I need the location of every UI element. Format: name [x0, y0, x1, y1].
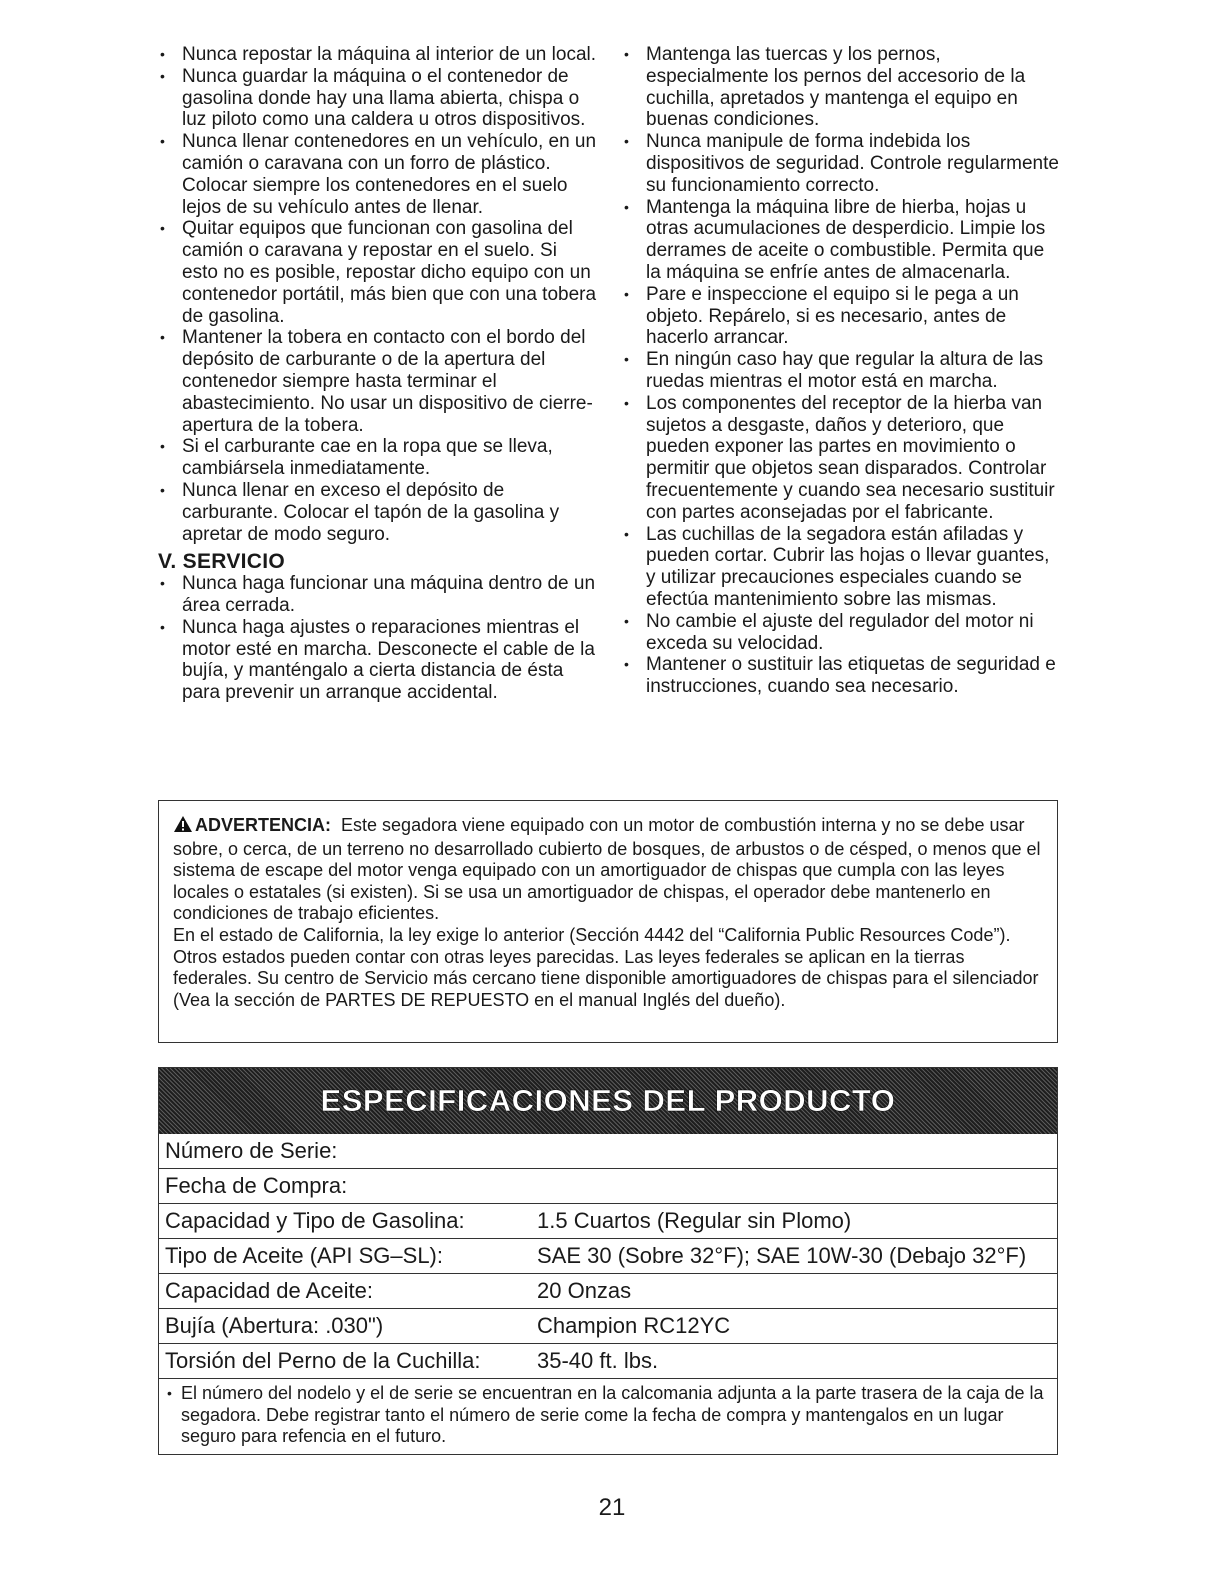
warning-box [158, 800, 1058, 1043]
list-item: • En ningún caso hay que regular la altura de las ruedas mientras el motor está en marcha. [622, 349, 1062, 393]
list-item: • Nunca repostar la máquina al interior de un local. [158, 44, 598, 66]
spec-row [159, 1134, 1057, 1168]
list-item: • Nunca manipule de forma indebida los dispositivos de seguridad. Controle regularmente su funcionamiento correcto. [622, 131, 1062, 196]
spec-value: 20 Onzas [537, 1278, 632, 1303]
list-item: • Quitar equipos que funcionan con gasolina del camión o caravana y repostar en el suelo. Si esto no es posible, repostar dicho equipo con un contenedor portátil, más bien que con una tobera de gasolina. [158, 218, 598, 327]
spec-value: Champion RC12YC [537, 1313, 731, 1338]
spec-row [159, 1308, 1057, 1343]
list-item: • Mantener la tobera en contacto con el bordo del depósito de carburante o de la apertura del contenedor siempre hasta terminar el abastecimiento. No usar un dispositivo de cierre-apertura de la tobera. [158, 327, 598, 436]
section-title-servicio: V. SERVICIO [158, 550, 286, 574]
warning-triangle-icon [173, 815, 193, 839]
list-item: • Nunca haga funcionar una máquina dentro de un área cerrada. [158, 573, 598, 617]
page-number: 21 [598, 1494, 626, 1521]
spec-label: Torsión del Perno de la Cuchilla: [165, 1348, 481, 1373]
warning-label: ADVERTENCIA: [195, 815, 332, 835]
warning-paragraph [173, 815, 1043, 925]
list-item: • Mantenga las tuercas y los pernos, especialmente los pernos del accesorio de la cuchilla, apretados y mantenga el equipo en buenas condiciones. [622, 44, 1062, 131]
spec-row [159, 1273, 1057, 1308]
list-item: • Nunca haga ajustes o reparaciones mientras el motor esté en marcha. Desconecte el cable de la bujía, y manténgalo a cierta distancia de ésta para prevenir un arranque accidental. [158, 617, 598, 704]
list-item: • Mantener o sustituir las etiquetas de seguridad e instrucciones, cuando sea necesario. [622, 654, 1062, 698]
list-item: • Nunca llenar en exceso el depósito de carburante. Colocar el tapón de la gasolina y apretar de modo seguro. [158, 480, 598, 545]
list-item: • Los componentes del receptor de la hierba van sujetos a desgaste, daños y deterioro, que pueden exponer las partes en movimiento o permitir que objetos sean disparados. Controlar frecuentemente y cuando sea necesario sustituir con partes aconsejadas por el fabricante. [622, 393, 1062, 524]
list-item: • Nunca guardar la máquina o el contenedor de gasolina donde hay una llama abierta, chispa o luz piloto como una caldera u otros dispositivos. [158, 66, 598, 131]
spec-label: Fecha de Compra: [165, 1173, 348, 1198]
spec-label: Tipo de Aceite (API SG–SL): [165, 1243, 443, 1268]
product-specs-table [158, 1067, 1058, 1455]
list-item: • No cambie el ajuste del regulador del motor ni exceda su velocidad. [622, 611, 1062, 655]
servicio-list [158, 573, 598, 704]
spec-label: Número de Serie: [165, 1138, 338, 1163]
spec-row [159, 1343, 1057, 1378]
spec-label: Bujía (Abertura: .030") [165, 1313, 384, 1338]
spec-value: 35-40 ft. lbs. [537, 1348, 659, 1373]
spec-row [159, 1203, 1057, 1238]
spec-value: SAE 30 (Sobre 32°F); SAE 10W-30 (Debajo 32°F) [537, 1243, 1027, 1268]
list-item: • Pare e inspeccione el equipo si le pega a un objeto. Repárelo, si es necesario, antes de hacerlo arrancar. [622, 284, 1062, 349]
fueling-safety-list [158, 44, 598, 545]
right-column [622, 44, 1062, 698]
warning-paragraph-california: En el estado de California, la ley exige lo anterior (Sección 4442 del “California Public Resources Code”). Otros estados pueden contar con otras leyes parecidas. Las leyes federales se aplican en la tierras federales. Su centro de Servicio más cercano tiene disponible amortiguadores de chispas para el silenciador (Vea la sección de PARTES DE REPUESTO en el manual Inglés del dueño). [173, 924, 1039, 1010]
spec-label: Capacidad y Tipo de Gasolina: [165, 1208, 465, 1233]
list-item: • Mantenga la máquina libre de hierba, hojas u otras acumulaciones de desperdicio. Limpie los derrames de aceite o combustible. Permita que la máquina se enfríe antes de almacenarla. [622, 197, 1062, 284]
specs-note [159, 1378, 1057, 1454]
left-column [158, 44, 598, 704]
spec-row [159, 1168, 1057, 1203]
maintenance-list [622, 44, 1062, 698]
specs-title: ESPECIFICACIONES DEL PRODUCTO [159, 1068, 1057, 1134]
spec-label: Capacidad de Aceite: [165, 1278, 373, 1303]
list-item: • Nunca llenar contenedores en un vehículo, en un camión o caravana con un forro de plástico. Colocar siempre los contenedores en el suelo lejos de su vehículo antes de llenar. [158, 131, 598, 218]
spec-value: 1.5 Cuartos (Regular sin Plomo) [537, 1208, 852, 1233]
list-item: • Las cuchillas de la segadora están afiladas y pueden cortar. Cubrir las hojas o llevar guantes, y utilizar precauciones especiales cuando se efectúa mantenimiento sobre las mismas. [622, 524, 1062, 611]
spec-row [159, 1238, 1057, 1273]
list-item: • Si el carburante cae en la ropa que se lleva, cambiársela inmediatamente. [158, 436, 598, 480]
warning-text: Este segadora viene equipado con un motor de combustión interna y no se debe usar sobre, o cerca, de un terreno no desarrollado cubierto de bosques, de arbustos o de césped, o menos que el sistema de escape del motor venga equipado con un amortiguador de chispas que cumpla con las leyes locales o estatales (si existen). Si se usa un amortiguador de chispas, el operador debe mantenerlo en condiciones de trabajo eficientes. [173, 815, 1041, 924]
list-item: • El número del nodelo y el de serie se encuentran en la calcomania adjunta a la parte trasera de la caja de la segadora. Debe registrar tanto el número de serie come la fecha de compra y mantengalos en un lugar seguro para refencia en el futuro. [165, 1383, 1049, 1448]
